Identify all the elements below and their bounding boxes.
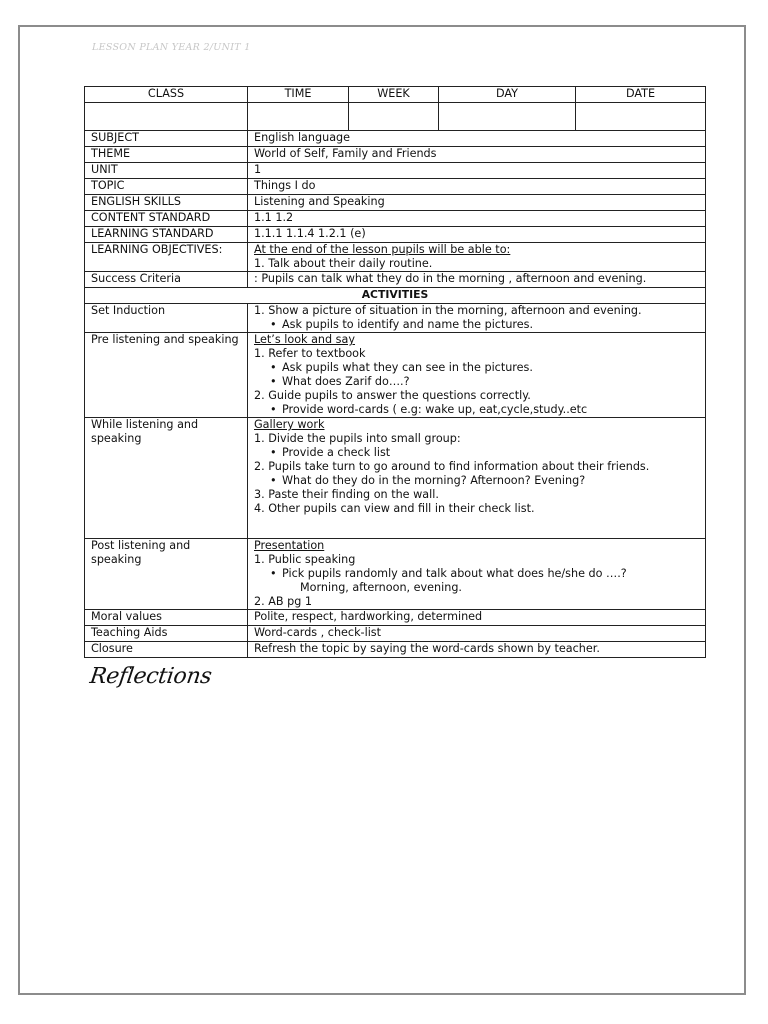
step-text: 1. Public speaking xyxy=(254,553,356,566)
col-day: DAY xyxy=(439,87,576,103)
table-row xyxy=(85,195,706,211)
row-label: ENGLISH SKILLS xyxy=(85,195,248,211)
bullet-item: • Pick pupils randomly and talk about what does he/she do ….? xyxy=(254,567,699,581)
row-value: World of Self, Family and Friends xyxy=(248,147,706,163)
aids-label: Teaching Aids xyxy=(85,626,248,642)
set-induction-row xyxy=(85,304,706,333)
step-text: 1. Show a picture of situation in the morning, afternoon and evening. xyxy=(254,304,642,317)
row-label: CONTENT STANDARD xyxy=(85,211,248,227)
objective-item: 1. Talk about their daily routine. xyxy=(254,257,433,270)
row-label: UNIT xyxy=(85,163,248,179)
table-row xyxy=(85,211,706,227)
table-row xyxy=(85,163,706,179)
post-listening-label: Post listening and speaking xyxy=(85,539,248,610)
row-value: 1.1.1 1.1.4 1.2.1 (e) xyxy=(248,227,706,243)
bullet-continuation: Morning, afternoon, evening. xyxy=(300,581,462,594)
row-label: THEME xyxy=(85,147,248,163)
col-time: TIME xyxy=(248,87,349,103)
reflections-heading: Reflections xyxy=(88,664,214,689)
step-text: 4. Other pupils can view and fill in their check list. xyxy=(254,502,535,515)
step-text: 3. Paste their finding on the wall. xyxy=(254,488,439,501)
closure-label: Closure xyxy=(85,642,248,658)
set-induction-value xyxy=(248,304,706,333)
aids-row xyxy=(85,626,706,642)
lesson-plan-table xyxy=(84,86,706,658)
pre-listening-value xyxy=(248,333,706,418)
class-cell[interactable] xyxy=(85,103,248,131)
table-row xyxy=(85,227,706,243)
post-listening-row xyxy=(85,539,706,610)
step-text: 1. Refer to textbook xyxy=(254,347,366,360)
header-row xyxy=(85,87,706,103)
week-cell[interactable] xyxy=(349,103,439,131)
pre-listening-label: Pre listening and speaking xyxy=(85,333,248,418)
post-listening-value xyxy=(248,539,706,610)
col-date: DATE xyxy=(576,87,706,103)
row-value: Things I do xyxy=(248,179,706,195)
moral-row xyxy=(85,610,706,626)
table-row xyxy=(85,131,706,147)
blank-row xyxy=(85,103,706,131)
moral-label: Moral values xyxy=(85,610,248,626)
while-listening-row xyxy=(85,418,706,539)
set-induction-label: Set Induction xyxy=(85,304,248,333)
step-text: 2. Guide pupils to answer the questions correctly. xyxy=(254,389,531,402)
row-value: English language xyxy=(248,131,706,147)
success-row xyxy=(85,272,706,288)
objectives-value xyxy=(248,243,706,272)
step-text: 2. Pupils take turn to go around to find information about their friends. xyxy=(254,460,650,473)
bullet-item: • What does Zarif do….? xyxy=(254,375,699,389)
bullet-item: • Provide word-cards ( e.g: wake up, eat,cycle,study..etc xyxy=(254,403,699,417)
activity-title: Let’s look and say xyxy=(254,333,355,346)
activities-heading-row xyxy=(85,288,706,304)
activity-title: Presentation xyxy=(254,539,325,552)
while-listening-label: While listening and speaking xyxy=(85,418,248,539)
table-row xyxy=(85,179,706,195)
bullet-item: • Ask pupils what they can see in the pictures. xyxy=(254,361,699,375)
row-label: SUBJECT xyxy=(85,131,248,147)
closure-row xyxy=(85,642,706,658)
activity-title: Gallery work xyxy=(254,418,325,431)
row-value: Listening and Speaking xyxy=(248,195,706,211)
col-class: CLASS xyxy=(85,87,248,103)
time-cell[interactable] xyxy=(248,103,349,131)
row-label: TOPIC xyxy=(85,179,248,195)
step-text: 1. Divide the pupils into small group: xyxy=(254,432,461,445)
bullet-item: • What do they do in the morning? Afternoon? Evening? xyxy=(254,474,699,488)
success-label: Success Criteria xyxy=(85,272,248,288)
aids-value: Word-cards , check-list xyxy=(248,626,706,642)
while-listening-value xyxy=(248,418,706,539)
bullet-item: • Provide a check list xyxy=(254,446,699,460)
day-cell[interactable] xyxy=(439,103,576,131)
success-value: : Pupils can talk what they do in the morning , afternoon and evening. xyxy=(248,272,706,288)
objectives-label: LEARNING OBJECTIVES: xyxy=(85,243,248,272)
date-cell[interactable] xyxy=(576,103,706,131)
row-value: 1.1 1.2 xyxy=(248,211,706,227)
objectives-intro: At the end of the lesson pupils will be able to: xyxy=(254,243,511,256)
document-header: LESSON PLAN YEAR 2/UNIT 1 xyxy=(92,42,251,53)
closure-value: Refresh the topic by saying the word-cards shown by teacher. xyxy=(248,642,706,658)
row-label: LEARNING STANDARD xyxy=(85,227,248,243)
activities-heading: ACTIVITIES xyxy=(85,288,706,304)
row-value: 1 xyxy=(248,163,706,179)
step-text: 2. AB pg 1 xyxy=(254,595,312,608)
moral-value: Polite, respect, hardworking, determined xyxy=(248,610,706,626)
pre-listening-row xyxy=(85,333,706,418)
objectives-row xyxy=(85,243,706,272)
bullet-item: • Ask pupils to identify and name the pictures. xyxy=(254,318,699,332)
col-week: WEEK xyxy=(349,87,439,103)
table-row xyxy=(85,147,706,163)
